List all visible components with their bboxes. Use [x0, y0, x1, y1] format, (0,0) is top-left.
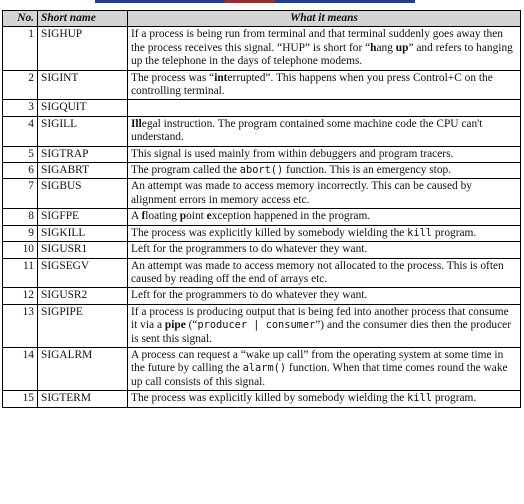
meaning-text: An attempt was made to access memory incorrectly. This can be caused by alignment errors in memory access etc. — [131, 180, 472, 206]
code-text: alarm() — [242, 362, 287, 375]
meaning-text: ang — [376, 41, 396, 54]
table-row — [3, 347, 521, 390]
table-row — [3, 100, 521, 116]
table-row — [3, 225, 521, 241]
code-text: abort() — [239, 164, 284, 177]
signal-meaning — [128, 70, 521, 100]
signal-name: SIGINT — [38, 70, 128, 100]
signal-number: 6 — [3, 163, 38, 179]
signal-meaning — [128, 391, 521, 407]
signal-meaning — [128, 179, 521, 209]
meaning-text: oint — [186, 210, 207, 223]
signal-meaning — [128, 225, 521, 241]
meaning-text: A process can request a “wake up call” from the operating system at some time in the future by calling the — [131, 348, 504, 375]
meaning-text: The program called the — [131, 164, 240, 177]
table-row — [3, 163, 521, 179]
table-row — [3, 27, 521, 70]
code-text: kill — [407, 226, 432, 239]
signal-meaning — [128, 258, 521, 288]
signal-number: 5 — [3, 146, 38, 162]
signal-name: SIGPIPE — [38, 304, 128, 347]
signal-meaning — [128, 27, 521, 70]
signal-number: 9 — [3, 225, 38, 241]
table-row — [3, 288, 521, 304]
meaning-text: function. When that time comes round the wake up call consists of this signal. — [131, 362, 508, 388]
signal-number: 15 — [3, 391, 38, 407]
signal-number: 2 — [3, 70, 38, 100]
signal-name: SIGTERM — [38, 391, 128, 407]
code-text: producer | consumer — [197, 319, 316, 332]
emphasis-text: f — [141, 210, 146, 223]
meaning-text: Left for the programmers to do whatever they want. — [131, 289, 368, 302]
meaning-text: The process was “ — [131, 71, 215, 84]
strip-segment — [95, 0, 225, 3]
signal-number: 10 — [3, 242, 38, 258]
meaning-text: ”) and the consumer dies then the producer is sent this signal. — [131, 319, 512, 345]
table-row — [3, 116, 521, 146]
signal-name: SIGALRM — [38, 347, 128, 390]
meaning-text: (“ — [185, 319, 198, 332]
signal-name: SIGSEGV — [38, 258, 128, 288]
signal-meaning — [128, 116, 521, 146]
signal-number: 4 — [3, 116, 38, 146]
emphasis-text: pipe — [164, 319, 186, 332]
header-row — [3, 11, 521, 27]
signal-name: SIGQUIT — [38, 100, 128, 116]
signal-meaning — [128, 100, 521, 116]
header-meaning: What it means — [128, 11, 521, 27]
signal-name: SIGUSR1 — [38, 242, 128, 258]
meaning-text: If a process is being run from terminal and that terminal suddenly goes away then the process receives this signal. “HUP” is short for “ — [131, 28, 503, 54]
code-text: kill — [407, 392, 432, 405]
signal-number: 7 — [3, 179, 38, 209]
signal-name: SIGKILL — [38, 225, 128, 241]
meaning-text: xception happened in the program. — [211, 210, 371, 223]
signal-number: 14 — [3, 347, 38, 390]
signal-meaning — [128, 242, 521, 258]
signal-name: SIGABRT — [38, 163, 128, 179]
header-short-name: Short name — [38, 11, 128, 27]
emphasis-text: p — [179, 210, 187, 223]
signal-name: SIGUSR2 — [38, 288, 128, 304]
signal-meaning — [128, 209, 521, 225]
signals-table — [2, 10, 521, 408]
signal-number: 8 — [3, 209, 38, 225]
table-body — [3, 27, 521, 407]
signal-name: SIGILL — [38, 116, 128, 146]
table-row — [3, 258, 521, 288]
table-row — [3, 146, 521, 162]
emphasis-text: Ill — [131, 117, 142, 130]
meaning-text: If a process is producing output that is being fed into another process that consume it via a — [131, 305, 509, 332]
signal-meaning — [128, 304, 521, 347]
meaning-text: loating — [145, 210, 180, 223]
strip-segment — [275, 0, 415, 3]
table-row — [3, 179, 521, 209]
signal-meaning — [128, 146, 521, 162]
emphasis-text: e — [206, 210, 212, 223]
meaning-text: function. This is an emergency stop. — [283, 164, 452, 177]
meaning-text: The process was explicitly killed by somebody wielding the — [131, 226, 408, 239]
meaning-text: A — [131, 210, 142, 223]
meaning-text: This signal is used mainly from within debuggers and program tracers. — [131, 147, 454, 160]
top-decorative-strip — [0, 0, 524, 8]
signal-meaning — [128, 163, 521, 179]
emphasis-text: int — [214, 71, 228, 84]
meaning-text: ” and refers to hanging up the telephone in the days of telephone modems. — [131, 41, 513, 68]
table-row — [3, 70, 521, 100]
table-row — [3, 304, 521, 347]
meaning-text: program. — [431, 226, 477, 239]
meaning-text: Left for the programmers to do whatever they want. — [131, 243, 368, 256]
meaning-text: program. — [431, 392, 477, 405]
signal-number: 1 — [3, 27, 38, 70]
meaning-text: The process was explicitly killed by somebody wielding the — [131, 392, 408, 405]
signal-name: SIGBUS — [38, 179, 128, 209]
meaning-text: egal instruction. The program contained some machine code the CPU can't understand. — [131, 117, 483, 144]
meaning-text: An attempt was made to access memory not allocated to the process. This is often caused by reading off the end of arrays etc. — [131, 259, 504, 285]
emphasis-text: h — [370, 41, 377, 54]
signal-name: SIGTRAP — [38, 146, 128, 162]
signal-number: 13 — [3, 304, 38, 347]
table-row — [3, 391, 521, 407]
table-row — [3, 209, 521, 225]
signal-meaning — [128, 288, 521, 304]
signal-number: 12 — [3, 288, 38, 304]
strip-segment — [225, 0, 275, 3]
signal-number: 3 — [3, 100, 38, 116]
header-number: No. — [3, 11, 38, 27]
signal-meaning — [128, 347, 521, 390]
table-row — [3, 242, 521, 258]
signal-name: SIGHUP — [38, 27, 128, 70]
table-header — [3, 11, 521, 27]
signal-name: SIGFPE — [38, 209, 128, 225]
emphasis-text: up — [395, 41, 409, 54]
meaning-text: errupted”. This happens when you press Control+C on the controlling terminal. — [131, 71, 493, 98]
signal-number: 11 — [3, 258, 38, 288]
